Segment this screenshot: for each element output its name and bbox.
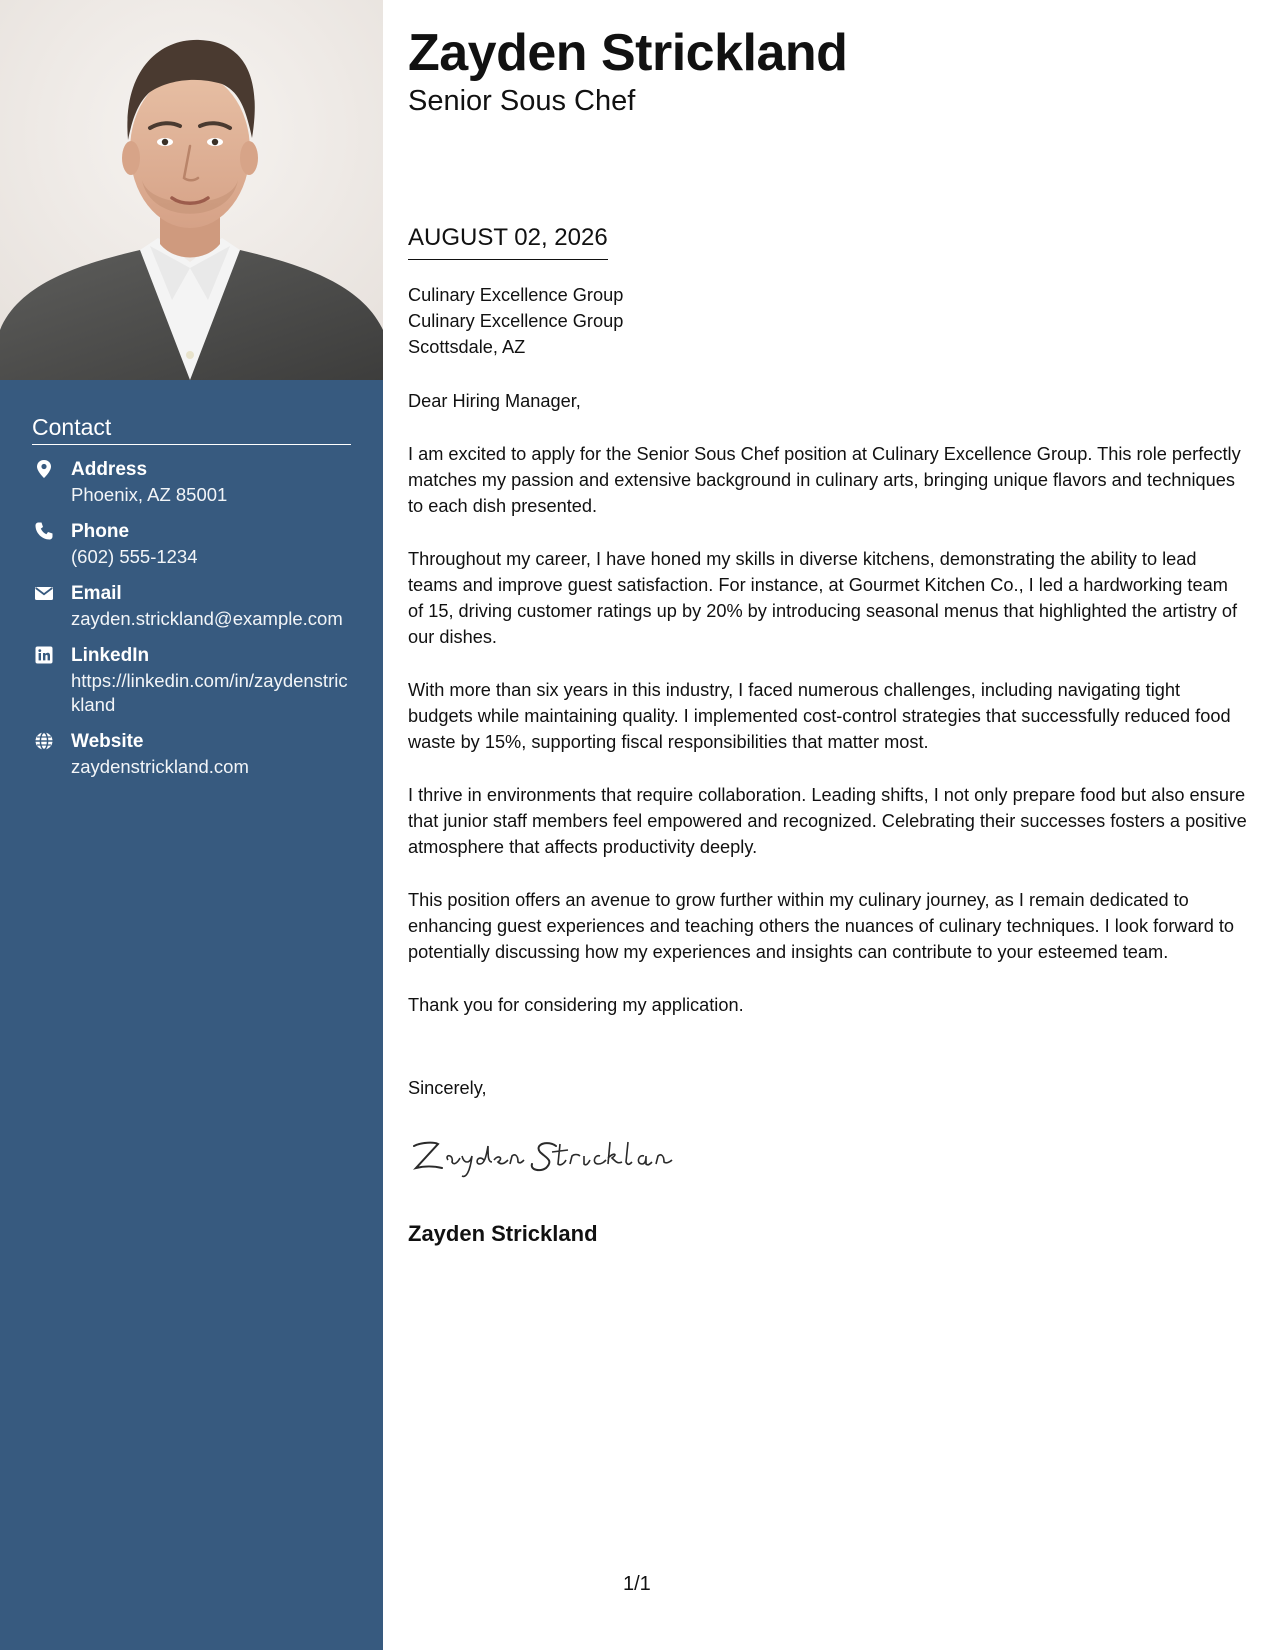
contact-address bbox=[32, 457, 351, 507]
linkedin-icon bbox=[34, 645, 54, 665]
body-paragraph: I am excited to apply for the Senior Sous Chef position at Culinary Excellence Group. This role perfectly matches my passion and extensive background in culinary arts, bringing unique flavors and techniques to each dish presented. bbox=[408, 444, 1241, 516]
page-number: 1/1 bbox=[623, 1573, 651, 1595]
letter-body bbox=[408, 388, 1248, 1045]
contact-value[interactable]: https://linkedin.com/in/zaydenstrickland bbox=[71, 670, 348, 715]
recipient-block bbox=[408, 282, 623, 360]
body-paragraph: Throughout my career, I have honed my skills in diverse kitchens, demonstrating the ability to lead teams and improve guest satisfaction. For instance, at Gourmet Kitchen Co., I led a hardworking team of 15, driving customer ratings up by 20% by introducing seasonal menus that highlighted the artistry of our dishes. bbox=[408, 549, 1238, 647]
contact-label: Website bbox=[71, 731, 144, 752]
contact-website bbox=[32, 729, 351, 779]
letter-date: AUGUST 02, 2026 bbox=[408, 223, 608, 260]
contact-value[interactable]: zayden.strickland@example.com bbox=[71, 608, 343, 629]
body-paragraph: I thrive in environments that require collaboration. Leading shifts, I not only prepare food but also ensure that junior staff members feel empowered and recognized. Celebrating their successes fosters a positive atmosphere that affects productivity deeply. bbox=[408, 785, 1247, 857]
contact-phone bbox=[32, 519, 351, 569]
contact-linkedin bbox=[32, 643, 351, 717]
signer-name: Zayden Strickland bbox=[408, 1221, 598, 1246]
contact-value: (602) 555-1234 bbox=[71, 546, 198, 567]
body-paragraph: With more than six years in this industry, I faced numerous challenges, including navigating tight budgets while maintaining quality. I implemented cost-control strategies that successfully reduced food waste by 15%, supporting fiscal responsibilities that matter most. bbox=[408, 680, 1231, 752]
globe-icon bbox=[34, 731, 54, 751]
applicant-title: Senior Sous Chef bbox=[408, 85, 636, 117]
recipient-line: Scottsdale, AZ bbox=[408, 337, 526, 357]
phone-icon bbox=[34, 521, 54, 541]
contact-section bbox=[32, 412, 351, 791]
body-paragraph: This position offers an avenue to grow further within my culinary journey, as I remain dedicated to enhancing guest experiences and teaching others the nuances of culinary techniques. I look forward to potentially discussing how my experiences and insights can contribute to your esteemed team. bbox=[408, 890, 1235, 962]
handwritten-signature bbox=[408, 1132, 678, 1180]
contact-label: Address bbox=[71, 459, 148, 480]
profile-photo bbox=[0, 0, 383, 380]
closing: Sincerely, bbox=[408, 1078, 487, 1098]
contact-heading: Contact bbox=[32, 412, 351, 445]
body-paragraph: Thank you for considering my application. bbox=[408, 995, 744, 1015]
contact-label: Email bbox=[71, 583, 122, 604]
sidebar bbox=[0, 0, 383, 1650]
applicant-name: Zayden Strickland bbox=[408, 24, 848, 82]
contact-value: Phoenix, AZ 85001 bbox=[71, 484, 228, 505]
recipient-line: Culinary Excellence Group bbox=[408, 285, 624, 305]
contact-email bbox=[32, 581, 351, 631]
contact-label: LinkedIn bbox=[71, 645, 150, 666]
contact-value[interactable]: zaydenstrickland.com bbox=[71, 756, 249, 777]
recipient-line: Culinary Excellence Group bbox=[408, 311, 624, 331]
envelope-icon bbox=[34, 583, 54, 603]
contact-label: Phone bbox=[71, 521, 130, 542]
salutation: Dear Hiring Manager, bbox=[408, 391, 581, 411]
map-marker-icon bbox=[34, 459, 54, 479]
